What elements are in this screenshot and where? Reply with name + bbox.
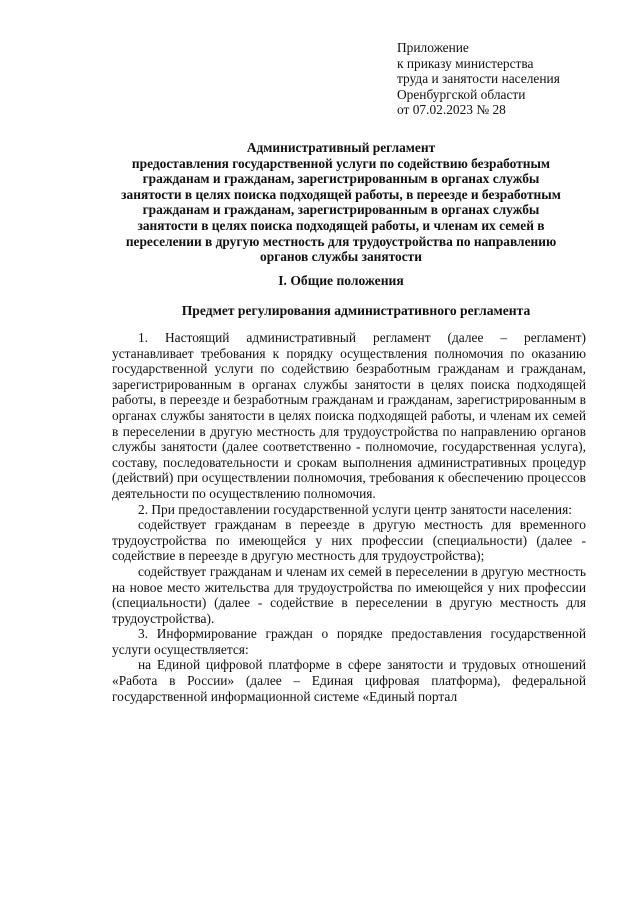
title-line: переселении в другую местность для трудоустройства по направлению [125,233,557,249]
document-title [96,140,586,265]
paragraph: 1. Настоящий административный регламент (далее – регламент) устанавливает требования к порядку осуществления полномочия по оказанию государственной услуги по содействию безработным гражданам и гражданам, зарегистрированным в органах службы занятости в целях поиска подходящей работы, в переезде и безработным гражданам и гражданам, зарегистрированным в органах службы занятости в целях поиска подходящей работы, и членам их семей в переселении в другую местность для трудоустройства по направлению органов службы занятости (далее соответственно - полномочие, государственная услуга), составу, последовательности и срокам выполнения административных процедур (действий) при осуществлении полномочия, требования к обеспечению процессов деятельности по осуществлению полномочия. [112,330,586,501]
appendix-line: Оренбургской области [397,86,526,102]
appendix-block [397,40,627,118]
subsection-heading: Предмет регулирования административного регламента [181,303,531,318]
document-body [112,330,586,704]
paragraph: содействует гражданам и членам их семей в переселении в другую местность на новое место жительства для трудоустройства по имеющейся у них профессии (специальности) (далее - содействие в переселении в другую местность для трудоустройства). [112,563,586,626]
title-line: Административный регламент [246,140,436,155]
paragraph: 2. При предоставлении государственной услуги центр занятости населения: [138,501,572,517]
paragraph: на Единой цифровой платформе в сфере занятости и трудовых отношений «Работа в России» (далее – Единая цифровая платформа), федеральной государственной информационной системе «Единый портал [112,657,586,704]
title-line: предоставления государственной услуги по содействию безработным [131,155,551,171]
appendix-line: труда и занятости населения [397,71,560,87]
title-line: занятости в целях поиска подходящей работы, в переезде и безработным [121,186,561,202]
section-heading: I. Общие положения [278,273,404,288]
paragraph: 3. Информирование граждан о порядке предоставления государственной услуги осуществляется: [112,626,586,657]
title-line: органов службы занятости [260,249,422,265]
title-line: гражданам и гражданам, зарегистрированным в органах службы [142,171,540,187]
appendix-line: от 07.02.2023 № 28 [397,102,506,118]
appendix-line: Приложение [397,40,469,55]
title-line: занятости в целях поиска подходящей работы, и членам их семей в [137,217,545,233]
title-line: гражданам и гражданам, зарегистрированным в органах службы [142,202,540,218]
appendix-line: к приказу министерства [397,55,534,71]
paragraph: содействует гражданам в переезде в другую местность для временного трудоустройства по имеющейся у них профессии (специальности) (далее - содействие в переезде в другую местность для трудоустройства); [112,517,586,564]
